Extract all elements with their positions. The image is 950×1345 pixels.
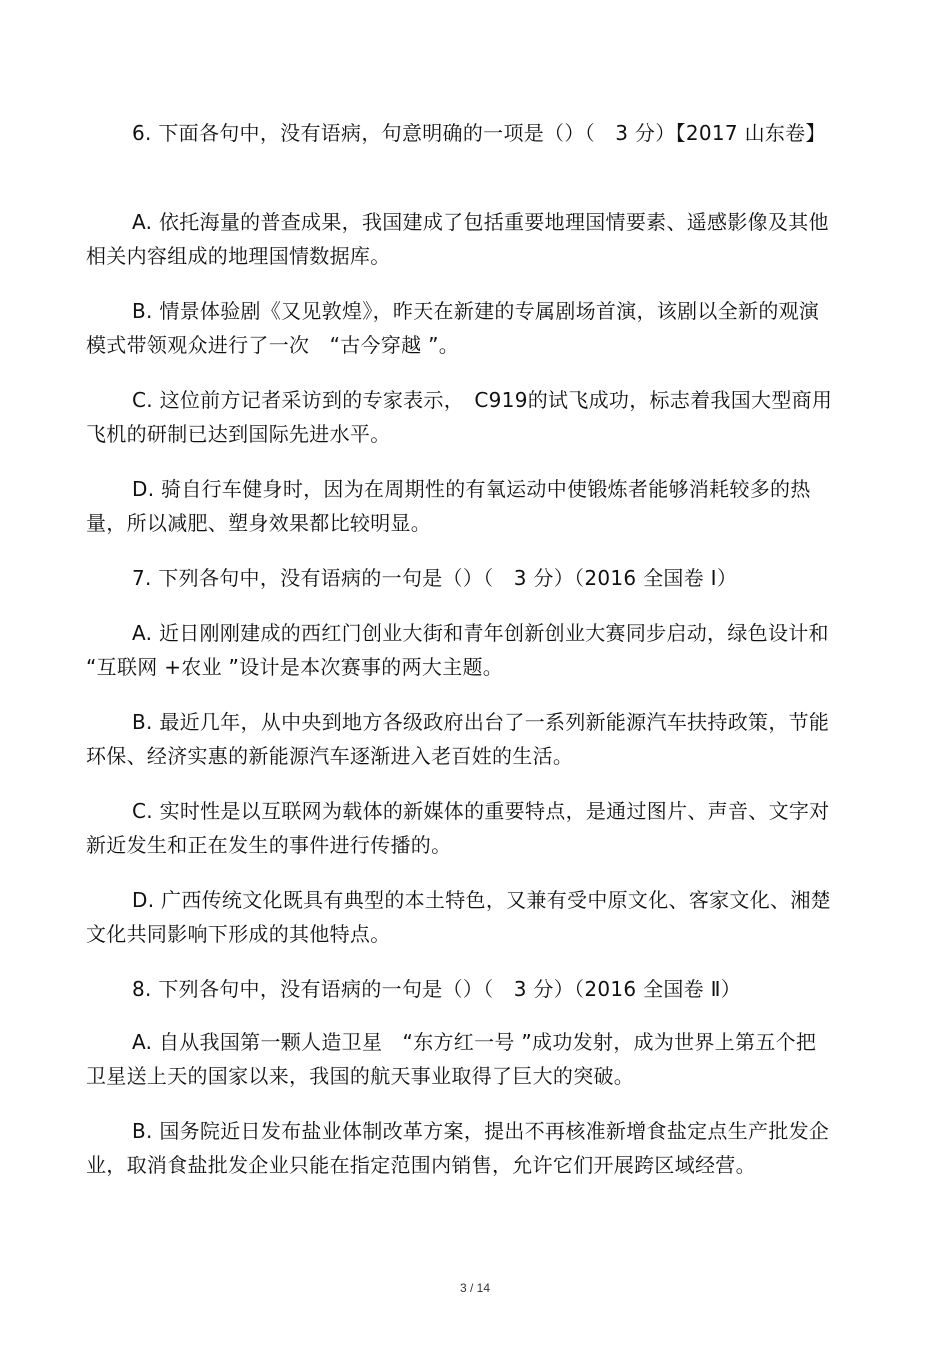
question-7-option-c: C. 实时性是以互联网为载体的新媒体的重要特点，是通过图片、声音、文字对新近发生和正在发生的事件进行传播的。 bbox=[86, 799, 830, 857]
question-6-option-a: A. 依托海量的普查成果，我国建成了包括重要地理国情要素、遥感影像及其他相关内容组成的地理国情数据库。 bbox=[86, 210, 829, 268]
page-number: 3 / 14 bbox=[459, 1281, 491, 1295]
question-7-option-a: A. 近日刚刚建成的西红门创业大街和青年创新创业大赛同步启动，绿色设计和 “互联网 +农业 ”设计是本次赛事的两大主题。 bbox=[86, 621, 829, 679]
question-6-option-d: D. 骑自行车健身时，因为在周期性的有氧运动中使锻炼者能够消耗较多的热量，所以减肥、塑身效果都比较明显。 bbox=[86, 477, 811, 535]
question-8-stem: 8. 下列各句中，没有语病的一句是（）（ 3 分）（2016 全国卷 Ⅱ） bbox=[132, 977, 742, 1001]
question-6-option-b: B. 情景体验剧《又见敦煌》，昨天在新建的专属剧场首演，该剧以全新的观演模式带领观众进行了一次 “古今穿越 ”。 bbox=[86, 299, 820, 357]
question-6-stem: 6. 下面各句中，没有语病，句意明确的一项是（）（ 3 分）【2017 山东卷】 bbox=[132, 121, 826, 145]
question-7-option-b: B. 最近几年，从中央到地方各级政府出台了一系列新能源汽车扶持政策，节能环保、经济实惠的新能源汽车逐渐进入老百姓的生活。 bbox=[86, 710, 830, 768]
question-7-stem: 7. 下列各句中，没有语病的一句是（）（ 3 分）（2016 全国卷 Ⅰ） bbox=[132, 566, 738, 590]
question-8-option-a: A. 自从我国第一颗人造卫星 “东方红一号 ”成功发射，成为世界上第五个把卫星送上天的国家以来，我国的航天事业取得了巨大的突破。 bbox=[86, 1030, 817, 1088]
question-8-option-b: B. 国务院近日发布盐业体制改革方案，提出不再核准新增食盐定点生产批发企业，取消食盐批发企业只能在指定范围内销售，允许它们开展跨区域经营。 bbox=[86, 1119, 830, 1177]
question-6-option-c: C. 这位前方记者采访到的专家表示， C919的试飞成功，标志着我国大型商用飞机的研制已达到国际先进水平。 bbox=[86, 388, 833, 446]
question-7-option-d: D. 广西传统文化既具有典型的本土特色，又兼有受中原文化、客家文化、湘楚文化共同影响下形成的其他特点。 bbox=[86, 888, 831, 946]
